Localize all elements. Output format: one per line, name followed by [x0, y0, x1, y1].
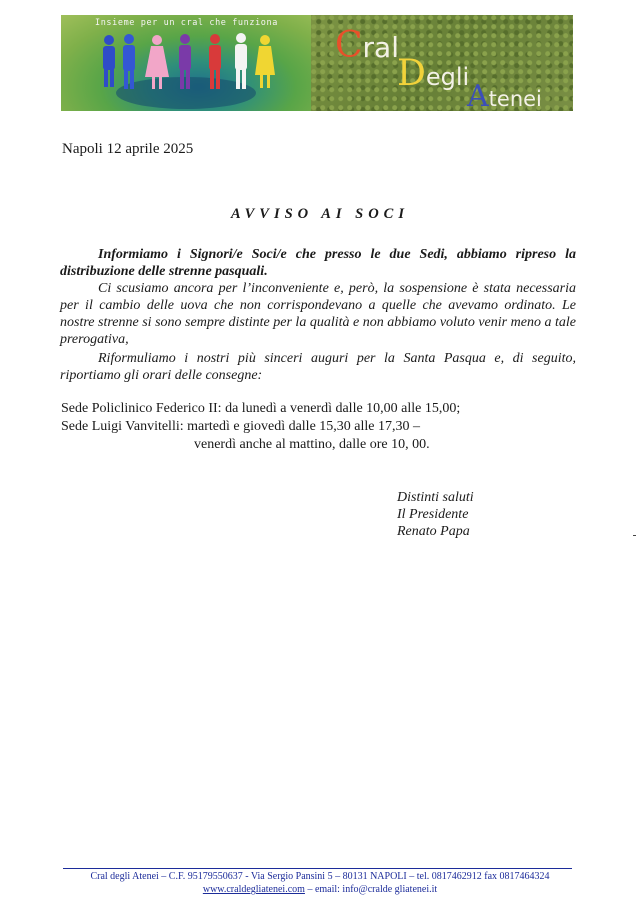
- logo-initial-d: D: [397, 53, 426, 94]
- paragraph-1: Informiamo i Signori/e Soci/e che presso le due Sedi, abbiamo ripreso la distribuzione delle strenne pasquali.: [60, 247, 576, 279]
- footer-web-line: [0, 884, 640, 895]
- footer-email: – email: info@cralde gliatenei.it: [307, 884, 438, 895]
- footer-website-link[interactable]: www.craldegliatenei.com: [202, 884, 305, 895]
- people-silhouettes-icon: [61, 15, 311, 111]
- logo-rest-tenei: tenei: [488, 87, 542, 111]
- banner-tagline: Insieme per un cral che funziona: [95, 18, 278, 28]
- schedule-line-vanvitelli: Sede Luigi Vanvitelli: martedì e giovedì dalle 15,30 alle 17,30 –: [61, 419, 420, 434]
- logo-word-atenei: [467, 79, 542, 111]
- footer-divider: [63, 868, 572, 869]
- paragraph-3: Riformuliamo i nostri più sinceri auguri per la Santa Pasqua e, di seguito, riportiamo gli orari delle consegne:: [60, 351, 576, 383]
- logo-word-cral: [335, 25, 399, 66]
- schedule-line-policlinico: Sede Policlinico Federico II: da lunedì a venerdì dalle 10,00 alle 15,00;: [61, 401, 461, 416]
- letter-title: AVVISO AI SOCI: [231, 206, 409, 222]
- logo-initial-a: A: [467, 79, 489, 111]
- logo-initial-c: C: [335, 25, 363, 66]
- letter-date: Napoli 12 aprile 2025: [62, 141, 194, 157]
- schedule-line-vanvitelli-friday: venerdì anche al mattino, dalle ore 10, 00.: [194, 437, 430, 452]
- closing-role: Il Presidente: [397, 507, 469, 522]
- logo-word-degli: [397, 53, 469, 94]
- paragraph-2: Ci scusiamo ancora per l’inconveniente e, però, la sospensione è stata necessaria per il cambio delle uova che non corrispondevano a quelle che avevamo ordinato. Le nostre strenne si sono sempre distinte per la qualità e non abbiamo voluto venir meno a tale prerogativa,: [60, 281, 576, 347]
- logo-rest-egli: egli: [425, 63, 470, 91]
- footer-contact-info: Cral degli Atenei – C.F. 95179550637 - Via Sergio Pansini 5 – 80131 NAPOLI – tel. 0817462912 fax 0817464324: [90, 871, 550, 882]
- logo-rest-ral: ral: [362, 31, 399, 64]
- banner-people-image: [61, 15, 311, 111]
- margin-mark: [633, 535, 636, 536]
- closing-name: Renato Papa: [397, 524, 470, 539]
- cral-logo: [311, 15, 573, 111]
- closing-greeting: Distinti saluti: [397, 490, 474, 505]
